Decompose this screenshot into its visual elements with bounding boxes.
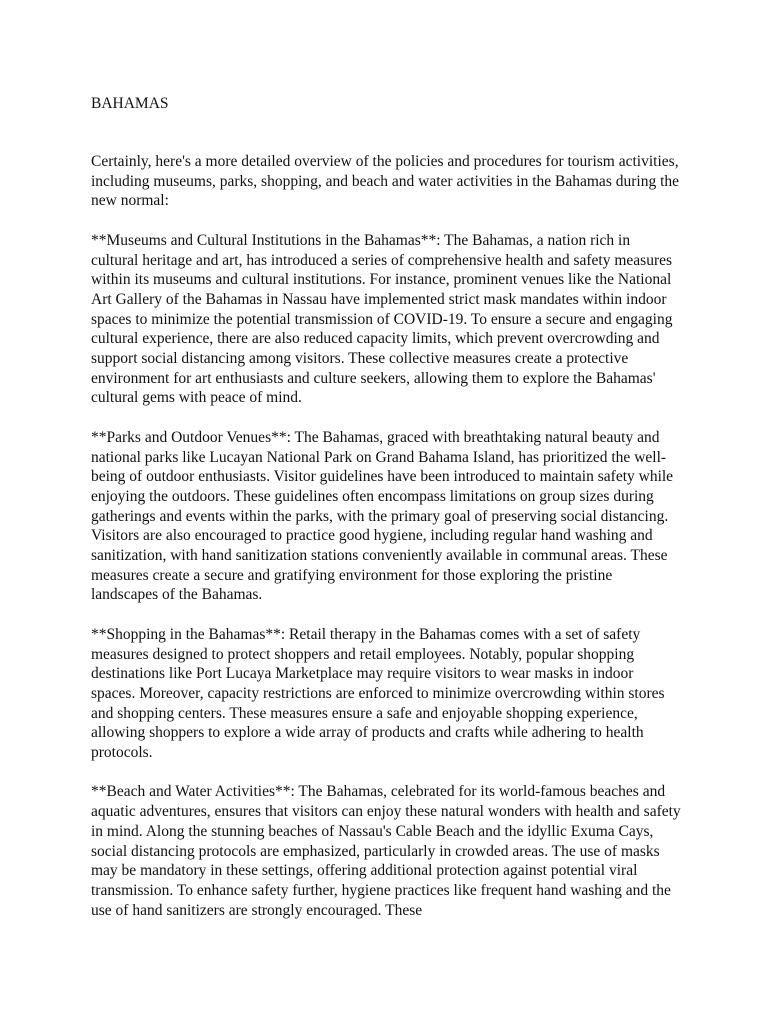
museums-paragraph: **Museums and Cultural Institutions in the Bahamas**: The Bahamas, a nation rich in cultural heritage and art, has introduced a series of comprehensive health and safety measures within its museums and cultural institutions. For instance, prominent venues like the National Art Gallery of the Bahamas in Nassau have implemented strict mask mandates within indoor spaces to minimize the potential transmission of COVID-19. To ensure a secure and engaging cultural experience, there are also reduced capacity limits, which prevent overcrowding and support social distancing among visitors. These collective measures create a protective environment for art enthusiasts and culture seekers, allowing them to explore the Bahamas' cultural gems with peace of mind. — [91, 231, 673, 407]
beach-water-paragraph: **Beach and Water Activities**: The Bahamas, celebrated for its world-famous beaches and aquatic adventures, ensures that visitors can enjoy these natural wonders with health and safety in mind. Along the stunning beaches of Nassau's Cable Beach and the idyllic Exuma Cays, social distancing protocols are emphasized, particularly in crowded areas. The use of masks may be mandatory in these settings, offering additional protection against potential viral transmission. To enhance safety further, hygiene practices like frequent hand washing and the use of hand sanitizers are strongly encouraged. These — [91, 783, 681, 919]
document-title: BAHAMAS — [91, 95, 169, 112]
parks-paragraph: **Parks and Outdoor Venues**: The Bahamas, graced with breathtaking natural beauty and national parks like Lucayan National Park on Grand Bahama Island, has prioritized the well-being of outdoor enthusiasts. Visitor guidelines have been introduced to maintain safety while enjoying the outdoors. These guidelines often encompass limitations on group sizes during gatherings and events within the parks, with the primary goal of preserving social distancing. Visitors are also encouraged to practice good hygiene, including regular hand washing and sanitization, with hand sanitization stations conveniently available in communal areas. These measures create a secure and gratifying environment for those exploring the pristine landscapes of the Bahamas. — [91, 428, 674, 604]
intro-paragraph: Certainly, here's a more detailed overview of the policies and procedures for tourism activities, including museums, parks, shopping, and beach and water activities in the Bahamas during the new normal: — [91, 153, 680, 210]
shopping-paragraph: **Shopping in the Bahamas**: Retail therapy in the Bahamas comes with a set of safety measures designed to protect shoppers and retail employees. Notably, popular shopping destinations like Port Lucaya Marketplace may require visitors to wear masks in indoor spaces. Moreover, capacity restrictions are enforced to minimize overcrowding within stores and shopping centers. These measures ensure a safe and enjoyable shopping experience, allowing shoppers to explore a wide array of products and crafts while adhering to health protocols. — [91, 625, 665, 762]
document-body — [91, 152, 681, 940]
